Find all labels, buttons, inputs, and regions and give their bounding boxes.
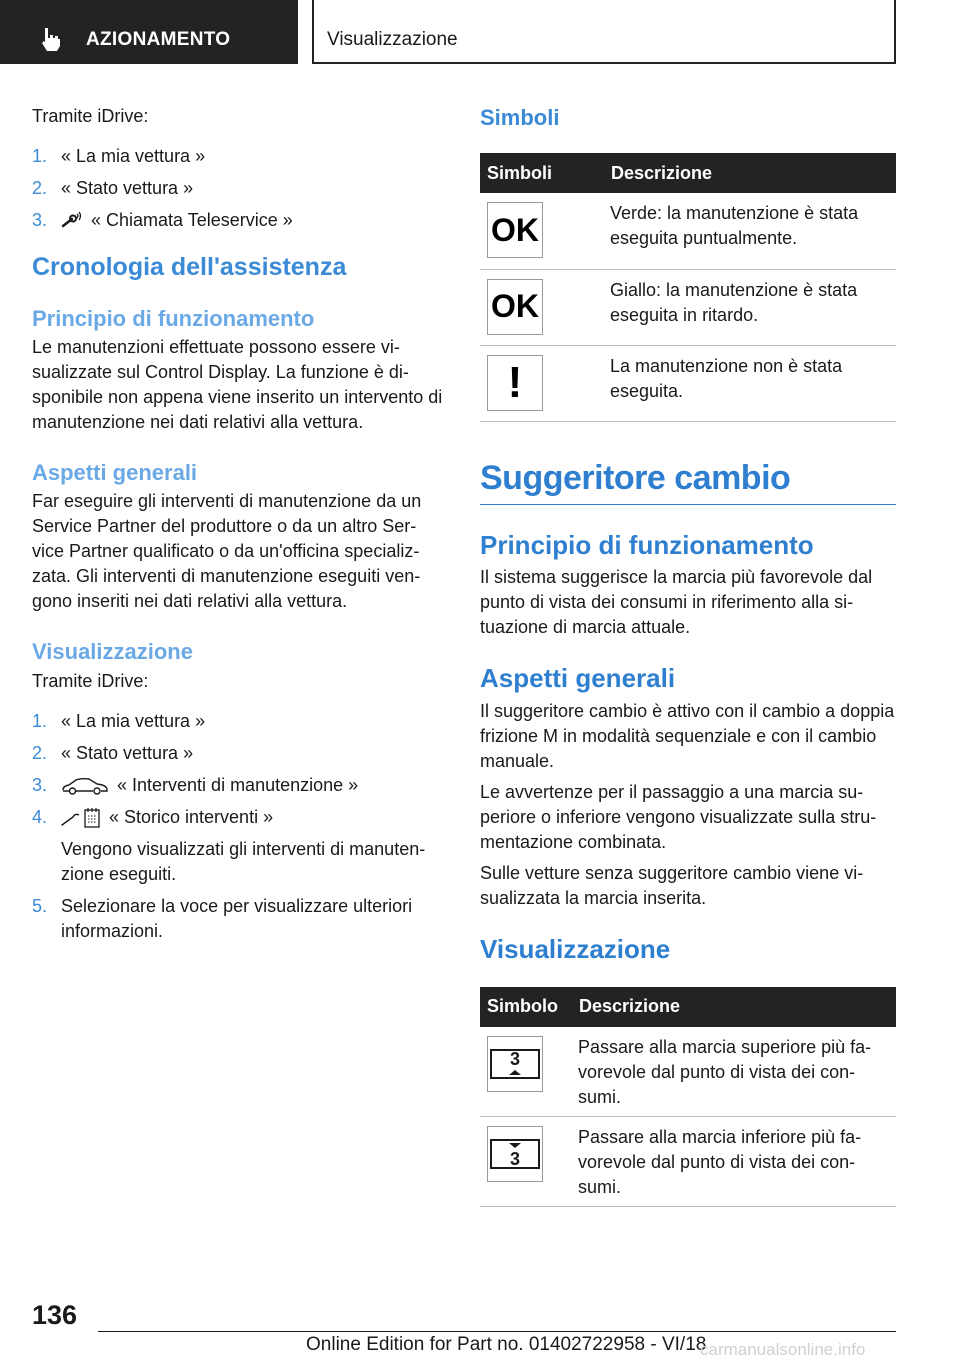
exclamation-icon: ! [487,355,543,411]
gear-principle-heading: Principio di funzionamento [480,529,814,560]
service-history-icon [61,807,101,829]
list-item: 4. « Storico interventi » Vengono visualizzati gli interventi di manuten-zione eseguiti. [32,807,426,884]
gear-heading: Suggeritore cambio [480,458,896,505]
section-title: Visualizzazione [327,29,458,50]
symbols-table [480,153,896,422]
display-heading: Visualizzazione [32,639,193,664]
footer-divider [98,1331,896,1332]
principle-text: Le manutenzioni effettuate possono essere vi-sualizzate sul Control Display. La funzione è di-sponibile non appena viene inserito un intervento di manutenzione nei dati relativi alla vettura. [32,337,443,432]
list-item: 2. « Stato vettura » [32,178,194,198]
teleservice-wrench-icon [61,211,83,231]
ok-green-icon: OK [487,202,543,258]
list-item: 5. Selezionare la voce per visualizzare ulteriori informazioni. [32,896,413,941]
list-item: 2. « Stato vettura » [32,743,194,763]
section-tab [312,0,896,64]
table-header-cell: Simbolo [480,987,572,1027]
gear-general-p1: Il suggeritore cambio è attivo con il cambio a doppia frizione M in modalità sequenziale e con il cambio manuale. [480,700,895,771]
gear-general-p2: Le avvertenze per il passaggio a una marcia su-periore o inferiore vengono visualizzate sulla stru-mentazione combinata. [480,781,877,852]
table-header-cell: Simboli [480,153,604,193]
table-row: OK Verde: la manutenzione è stata eseguita puntualmente. [480,193,896,269]
car-icon [61,777,109,795]
list-item: 3. « Chiamata Teleservice » [32,210,293,230]
history-heading: Cronologia dell'assistenza [32,253,347,281]
page-header [0,0,960,66]
list-item: 1. « La mia vettura » [32,146,206,166]
gear-display-heading: Visualizzazione [480,933,671,964]
list-item: 3. « Interventi di manutenzione » [32,775,359,795]
ok-yellow-icon: OK [487,279,543,335]
table-row: OK Giallo: la manutenzione è stata eseguita in ritardo. [480,269,896,345]
intro-text: Tramite iDrive: [32,106,149,126]
footer-edition: Online Edition for Part no. 01402722958 - VI/18 [306,1334,707,1355]
principle-heading: Principio di funzionamento [32,306,315,331]
table-row: 3 Passare alla marcia inferiore più fa-vorevole dal punto di vista dei con-sumi. [480,1117,896,1207]
symbols-heading: Simboli [480,105,560,130]
list-item: 1. « La mia vettura » [32,711,206,731]
general-text: Far eseguire gli interventi di manutenzione da un Service Partner del produttore o da un altro Ser-vice Partner qualificato o da un'officina specializ-zata. Gli interventi di manutenzione eseguiti ven-gono inseriti nei dati relativi alla vettura. [32,491,422,611]
watermark: carmanualsonline.info [700,1340,866,1359]
steps-list-2 [32,709,448,944]
page-number: 136 [32,1300,78,1330]
left-column [32,100,448,944]
chapter-title: AZIONAMENTO [86,29,231,50]
gear-general-p3: Sulle vetture senza suggeritore cambio viene vi-sualizzata la marcia inserita. [480,862,864,908]
chapter-tab [0,0,298,64]
table-header-cell: Descrizione [604,153,896,193]
upshift-icon: 3 [487,1036,543,1092]
steps-list-1 [32,144,448,233]
right-column [480,100,896,1207]
downshift-icon: 3 [487,1126,543,1182]
table-header-row [480,987,896,1027]
table-header-cell: Descrizione [572,987,896,1027]
hand-pointer-icon [38,26,64,52]
gear-table [480,987,896,1208]
general-heading: Aspetti generali [32,460,198,485]
table-row: 3 Passare alla marcia superiore più fa-vorevole dal punto di vista dei con-sumi. [480,1027,896,1117]
gear-principle-text: Il sistema suggerisce la marcia più favorevole dal punto di vista dei consumi in riferimento alla si-tuazione di marcia attuale. [480,566,873,637]
display-intro: Tramite iDrive: [32,671,149,691]
table-row: ! La manutenzione non è stata eseguita. [480,345,896,421]
gear-general-heading: Aspetti generali [480,662,676,693]
table-header-row [480,153,896,193]
